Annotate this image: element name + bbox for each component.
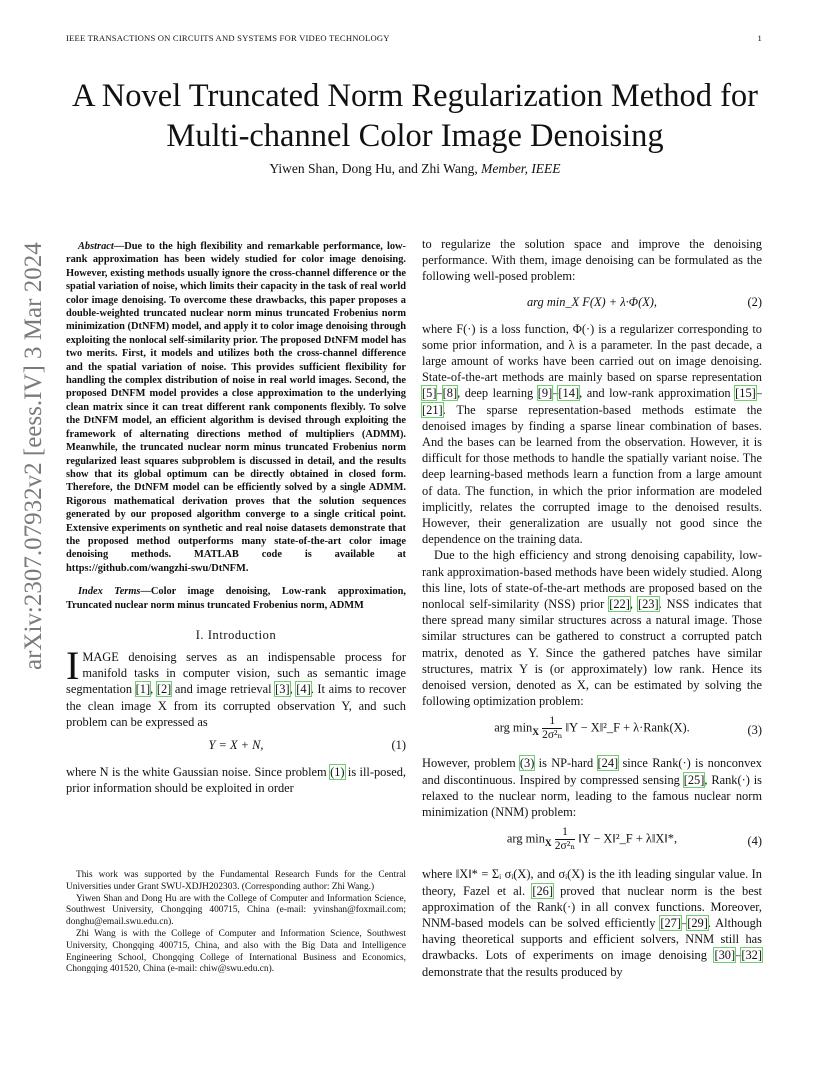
title-line-2: Multi-channel Color Image Denoising	[166, 118, 664, 154]
title-line-1: A Novel Truncated Norm Regularization Method for	[72, 78, 758, 114]
citation-link[interactable]: [27]	[660, 915, 682, 930]
equation-4	[422, 824, 762, 864]
equation-3	[422, 713, 762, 753]
citation-link[interactable]: [3]	[275, 682, 290, 697]
equation-4-expression: ‖Y − X‖²_F + λ‖X‖*,	[578, 831, 678, 846]
equation-ref-link[interactable]: (3)	[519, 756, 535, 771]
footnotes	[66, 870, 406, 976]
running-header	[66, 33, 762, 43]
body-text: is NP-hard	[534, 756, 598, 771]
equation-3-number: (3)	[747, 723, 762, 738]
body-text: However, problem	[422, 756, 520, 771]
body-text: , and low-rank approximation	[579, 386, 736, 401]
body-text: –	[755, 386, 762, 401]
equation-2-number: (2)	[747, 294, 762, 309]
fraction-numerator: 1	[555, 826, 575, 840]
equation-3-subscript: X	[532, 728, 539, 739]
citation-link[interactable]: [15]	[735, 386, 756, 401]
citation-link[interactable]: [30]	[714, 948, 736, 963]
equation-2-body: arg min_X F(X) + λ·Φ(X),	[526, 294, 658, 309]
intro-text: and image retrieval	[171, 682, 276, 697]
body-text: where ‖X‖* = Σᵢ σᵢ(X), and σᵢ(X) is the ith leading singular value. In theory, Fazel et al.	[422, 867, 762, 898]
body-text: , Rank(·) is relaxed to the nuclear norm, leading to the famous nuclear norm minimization (NNM) problem:	[422, 772, 762, 820]
citation-link[interactable]: [24]	[597, 756, 619, 771]
equation-3-expression: ‖Y − X‖²_F + λ·Rank(X).	[565, 720, 690, 735]
equation-4-operator: arg min	[506, 831, 545, 846]
index-terms	[66, 585, 406, 612]
fraction-denominator: 2σ²ₙ	[554, 840, 576, 853]
left-column	[66, 240, 406, 796]
body-text: –	[681, 915, 688, 930]
body-text: Due to the high efficiency and strong denoising capability, low-rank approximation-based methods have been widely studied. Along this line, lots of state-of-the-art methods are proposed based on the nonlocal self-similarity (NSS) prior	[422, 548, 762, 612]
citation-link[interactable]: [29]	[687, 915, 708, 930]
body-text: where F(·) is a loss function, Φ(·) is a regularizer corresponding to some prior information, and λ is a parameter. In the past decade, a large amount of works have been carried out on image denoising. State-of-the-art methods are mainly based on sparse representation	[422, 321, 762, 385]
paper-title	[40, 76, 790, 156]
equation-1-body: Y = X + N,	[208, 737, 264, 752]
citation-link[interactable]: [8]	[442, 386, 458, 401]
footnote-funding: This work was supported by the Fundamental Research Funds for the Central Universities under Grant SWU-XDJH202303. (Corresponding author: Zhi Wang.)	[66, 870, 406, 892]
equation-4-number: (4)	[747, 834, 762, 849]
citation-link[interactable]: [32]	[741, 948, 762, 963]
right-paragraph-2	[422, 321, 762, 548]
body-text: since Rank(·) is nonconvex and discontinuous. Inspired by compressed sensing	[422, 756, 762, 787]
abstract-label: Abstract	[78, 241, 114, 252]
equation-2	[422, 287, 762, 319]
body-text: proved that nuclear norm is the best approximation of the Rank(·) in all convex functions. Moreover, NNM-based models can be solved efficiently	[422, 883, 762, 930]
abstract	[66, 240, 406, 575]
intro-text: ,	[289, 682, 297, 697]
footnote-affiliation-2: Zhi Wang is with the College of Computer and Information Science, Southwest University, Chongqing 400715, China, and also with the Big Data and Intelligence Engineering School, Chongqing College of International Business and Economics, Chongqing 401520, China (e-mail: chiw@swu.edu.cn).	[66, 928, 406, 975]
citation-link[interactable]: [9]	[537, 386, 553, 401]
citation-link[interactable]: [22]	[609, 597, 630, 612]
body-text: . NSS indicates that there spread many similar structures across a natural image. Those similar structures can be gathered to construct a corrupted patch matrix, denoted as Y. Since the gathered patches have similar structures, matrix Y is (or approximately) low rank. Hence its denoised version, denoted as X, can be estimated by solving the following optimization problem:	[422, 597, 762, 709]
intro-text: ,	[150, 682, 157, 697]
body-text: . Although having theoretical supports and efficient solvers, NNM still has drawbacks. Lots of experiments on image denoising	[422, 915, 762, 963]
equation-4-subscript: X	[544, 839, 552, 850]
right-paragraph-1: to regularize the solution space and improve the denoising performance. With them, image denoising can be formulated as the following well-posed problem:	[422, 237, 762, 284]
citation-link[interactable]: [1]	[135, 682, 151, 697]
page-number: 1	[757, 33, 762, 43]
body-text: –	[436, 386, 443, 401]
body-text: ,	[629, 597, 638, 612]
authors: Yiwen Shan, Dong Hu, and Zhi Wang,	[269, 161, 478, 176]
citation-link[interactable]: [26]	[532, 883, 554, 898]
right-paragraph-5	[422, 866, 762, 979]
index-terms-label: Index Terms	[78, 586, 141, 598]
body-text: , deep learning	[457, 386, 538, 401]
citation-link[interactable]: [14]	[558, 386, 580, 401]
citation-link[interactable]: [23]	[637, 597, 659, 612]
citation-link[interactable]: [5]	[422, 386, 437, 401]
intro-paragraph-1	[66, 642, 406, 730]
body-text: –	[552, 386, 559, 401]
intro-text: where N is the white Gaussian noise. Since problem	[66, 764, 331, 779]
citation-link[interactable]: [4]	[296, 682, 311, 697]
equation-3-body	[422, 715, 762, 742]
equation-1-number: (1)	[391, 737, 406, 752]
intro-text: . It aims to recover the clean image X from its corrupted observation Y, and such problem can be expressed as	[66, 682, 406, 729]
citation-link[interactable]: [2]	[156, 682, 172, 697]
abstract-text: —Due to the high flexibility and remarkable performance, low-rank approximation has been widely studied for color image denoising. However, existing methods usually ignore the cross-channel difference or the spatial variation of noise, which limits their capacity in the task of real world color image denoising. To overcome these drawbacks, this paper proposes a double-weighted truncated nuclear norm minus truncated Frobenius norm minimization (DtNFM) model, and apply it to color image denoising through exploiting the nonlocal self-similarity prior. The proposed DtNFM model has two merits. First, it models and utilizes both the cross-channel difference and the spatial variation of noise. This provides sufficient flexibility for handling the complex distribution of noise in real world images. Second, the proposed DtNFM model provides a close approximation to the underlying clean matrix since it can treat different rank components flexibly. To solve the DtNFM model, an efficient algorithm is devised through exploiting the framework of alternating directions method of multipliers (ADMM). Meanwhile, the truncated nuclear norm minus truncated Frobenius norm regularized least squares subproblem is discussed in detail, and the results show that its global optimum can be directly obtained in closed form. Therefore, the DtNFM model can be efficiently solved by a single ADMM. Rigorous mathematical derivation proves that the solution sequences generated by our proposed algorithm converge to a single critical point. Extensive experiments on synthetic and real noise datasets demonstrate that the proposed method outperforms many state-of-the-art color image denoising methods. MATLAB code is available at https://github.com/wangzhi-swu/DtNFM.	[66, 241, 406, 574]
intro-paragraph-2	[66, 764, 406, 796]
right-column	[422, 236, 762, 980]
fraction-numerator: 1	[542, 715, 562, 729]
citation-link[interactable]: [21]	[422, 402, 443, 417]
equation-3-operator: arg min	[494, 720, 533, 735]
arxiv-stamp[interactable]: arXiv:2307.07932v2 [eess.IV] 3 Mar 2024	[20, 242, 47, 670]
intro-text: MAGE denoising serves as an indispensable process for manifold tasks in computer vision, such as semantic image segmentation	[66, 649, 406, 697]
author-list	[40, 161, 790, 177]
equation-3-fraction	[542, 715, 562, 742]
fraction-denominator: 2σ²ₙ	[542, 729, 563, 742]
drop-cap: I	[66, 642, 80, 688]
journal-name: IEEE TRANSACTIONS ON CIRCUITS AND SYSTEMS FOR VIDEO TECHNOLOGY	[66, 33, 390, 43]
body-text: –	[735, 948, 742, 963]
right-paragraph-4	[422, 755, 762, 820]
intro-text: is ill-posed, prior information should be exploited in order	[66, 764, 406, 796]
right-paragraph-3	[422, 547, 762, 709]
body-text: . The sparse representation-based methods estimate the denoised images by finding a sparse linear combination of bases. And the bases can be learned from the observation. However, it is difficult for those methods to handle the spatially variant noise. The deep learning-based methods learn a function from a large amount of data. The function, in which the prior information are modeled implicitly, relates the corrupted image to the denoised results. However, their generalization are usually not good since the dependence on the training data.	[422, 402, 762, 547]
equation-1	[66, 734, 406, 760]
footnote-affiliation-1: Yiwen Shan and Dong Hu are with the College of Computer and Information Science, Southwest University, Chongqing 400715, China (e-mail: yvinshan@foxmail.com; donghu@email.swu.edu.cn).	[66, 893, 406, 928]
body-text: demonstrate that the results produced by	[422, 964, 623, 979]
equation-4-fraction	[555, 826, 575, 853]
section-heading-introduction: I. Introduction	[195, 627, 277, 642]
equation-ref-link[interactable]: (1)	[330, 764, 345, 779]
citation-link[interactable]: [25]	[683, 772, 705, 787]
author-member: Member, IEEE	[481, 161, 561, 176]
equation-4-body	[422, 826, 762, 853]
index-terms-text: —Color image denoising, Low-rank approximation, Truncated nuclear norm minus truncated Frobenius norm, ADMM	[66, 586, 406, 611]
